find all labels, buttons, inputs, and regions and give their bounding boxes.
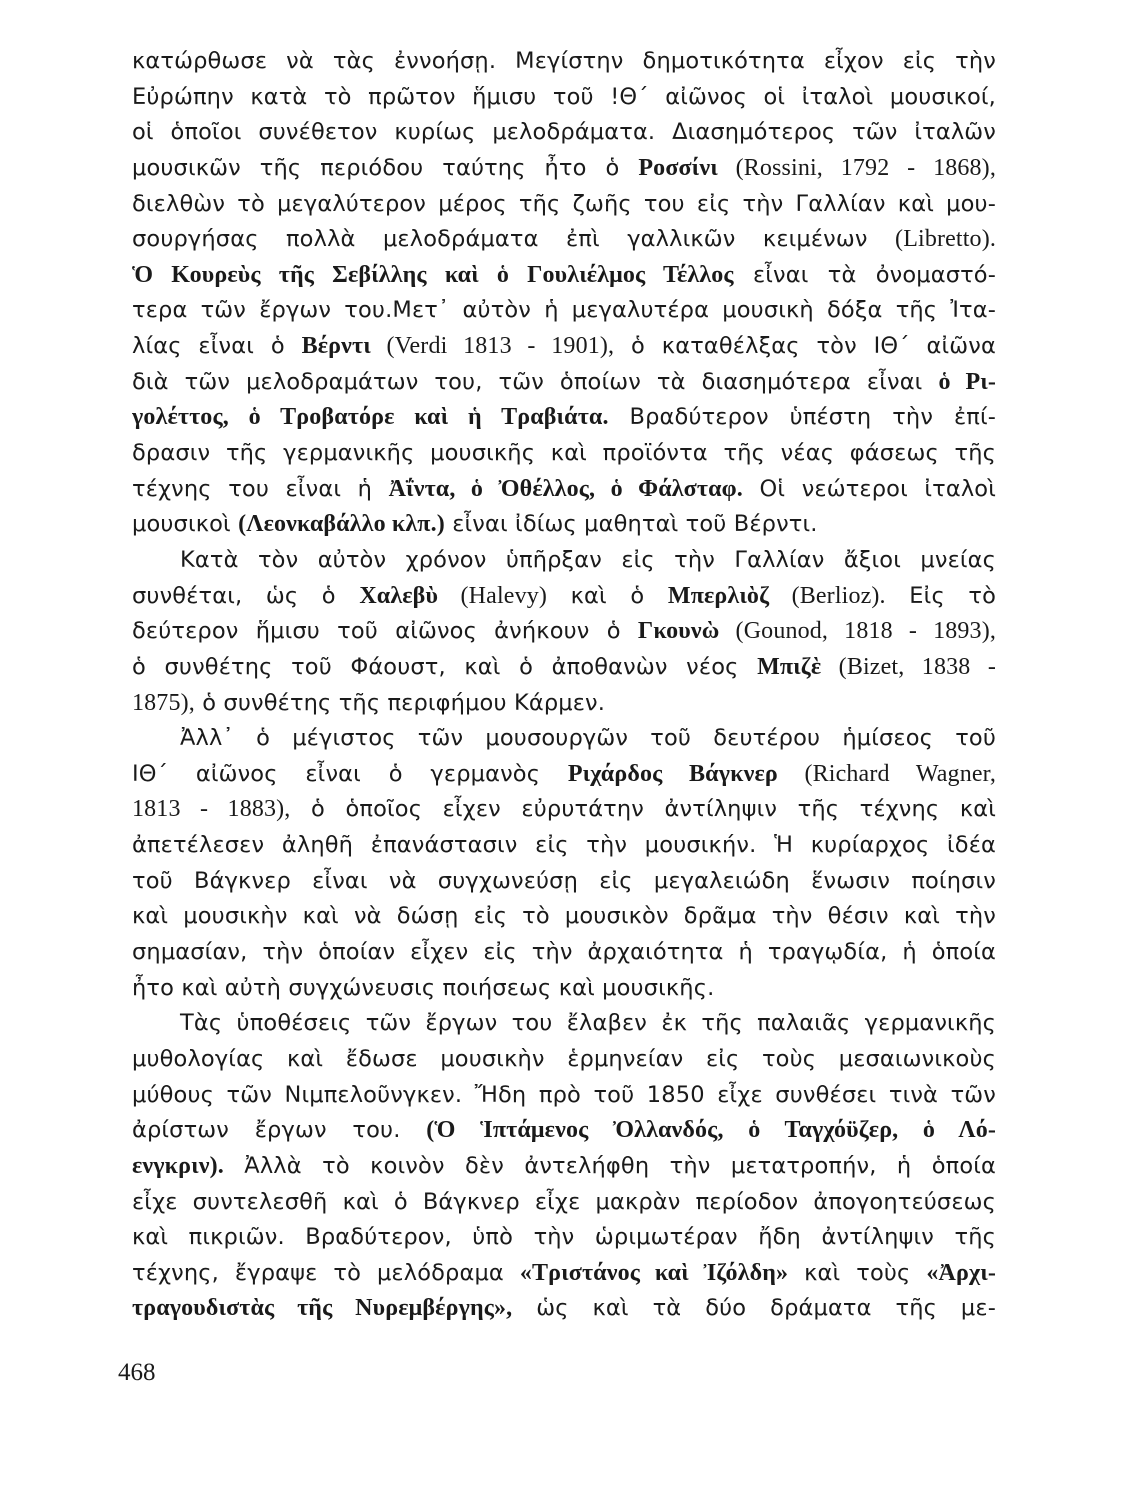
text-segment: Ἀλλὰ τὸ κοινὸν δὲν ἀντελήφθη τὴν μετατροπήν, ἡ ὁποία: [223, 1152, 996, 1179]
text-segment: Κατὰ τὸν αὐτὸν χρόνον ὑπῆρξαν εἰς τὴν Γαλλίαν ἄξιοι μνείας: [180, 546, 996, 573]
text-segment: κατώρθωσε νὰ τὰς ἐννοήσῃ. Μεγίστην δημοτικότητα εἶχον εἰς τὴν: [132, 48, 996, 74]
bold-text: τραγουδιστὰς τῆς Νυρεμβέργης»,: [132, 1295, 513, 1322]
text-segment: εἶχε συντελεσθῆ καὶ ὁ Βάγκνερ εἶχε μακρὰν περίοδον ἀπογοητεύσεως: [132, 1188, 996, 1215]
text-line: [132, 650, 996, 686]
text-segment: σουργήσας πολλὰ μελοδράματα ἐπὶ γαλλικῶν κειμένων: [132, 226, 896, 253]
text-segment: διὰ τῶν μελοδραμάτων του, τῶν ὁποίων τὰ διασημότερα εἶναι: [132, 368, 939, 395]
bold-text: Ὁ Κουρεὺς τῆς Σεβίλλης καὶ ὁ Γουλιέλμος Τέλλος: [132, 261, 734, 288]
text-line: [132, 757, 996, 793]
text-segment: εἶναι ἰδίως μαθηταὶ τοῦ Βέρντι.: [444, 511, 818, 538]
bold-text: (Ὁ Ἱπτάμενος Ὀλλανδός, ὁ Ταγχόϋζερ, ὁ Λό-: [426, 1117, 996, 1144]
text-segment: δρασιν τῆς γερμανικῆς μουσικῆς καὶ προϊόντα τῆς νέας φάσεως τῆς: [132, 440, 996, 467]
bold-text: Μπερλιὸζ: [667, 582, 770, 609]
text-line: [132, 828, 996, 864]
text-line: [132, 44, 996, 80]
text-segment: (Rossini, 1792 - 1868),: [717, 154, 996, 181]
text-segment: (Halevy): [438, 582, 548, 609]
text-line: [132, 1256, 996, 1292]
text-segment: μουσικοὶ: [132, 511, 239, 538]
text-line: [132, 400, 996, 436]
text-segment: καὶ μουσικὴν καὶ νὰ δώσῃ εἰς τὸ μουσικὸν δρᾶμα τὴν θέσιν καὶ τὴν: [132, 903, 996, 930]
text-segment: καὶ ὁ: [547, 582, 668, 609]
text-line: [132, 80, 996, 116]
text-line: [132, 614, 996, 650]
text-segment: (Bizet, 1838 -: [821, 653, 996, 680]
bold-text: Ροσσίνι: [638, 154, 718, 181]
text-segment: τοῦ Βάγκνερ εἶναι νὰ συγχωνεύσῃ εἰς μεγαλειώδη ἕνωσιν ποίησιν: [132, 867, 996, 894]
text-segment: ὡς καὶ τὰ δύο δράματα τῆς με-: [512, 1295, 996, 1322]
text-line: [132, 899, 996, 935]
text-segment: τέχνης, ἔγραψε τὸ μελόδραμα: [132, 1259, 520, 1286]
text-line: [132, 1220, 996, 1256]
text-segment: 1813 - 1883),: [132, 796, 291, 823]
bold-text: Γκουνὼ: [637, 618, 720, 645]
text-line: [132, 258, 996, 294]
text-segment: Εὐρώπην κατὰ τὸ πρῶτον ἥμισυ τοῦ !Θ΄ αἰῶνος οἱ ἰταλοὶ μουσικοί,: [132, 83, 996, 110]
text-line: [132, 579, 996, 615]
text-line: [132, 1113, 996, 1149]
text-line: [132, 686, 996, 722]
text-segment: Τὰς ὑποθέσεις τῶν ἔργων του ἔλαβεν ἐκ τῆς παλαιᾶς γερμανικῆς: [180, 1010, 996, 1037]
text-segment: σημασίαν, τὴν ὁποίαν εἶχεν εἰς τὴν ἀρχαιότητα ἡ τραγῳδία, ἡ ὁποία: [132, 939, 996, 966]
text-segment: λίας εἶναι ὁ: [132, 333, 302, 360]
text-segment: ὁ συνθέτης τῆς περιφήμου Κάρμεν.: [194, 689, 606, 716]
text-segment: τέχνης του εἶναι ἡ: [132, 475, 389, 502]
text-segment: συνθέται, ὡς ὁ: [132, 582, 360, 609]
text-segment: μουσικῶν τῆς περιόδου ταύτης ἦτο ὁ: [132, 154, 639, 181]
bold-text: Χαλεβὺ: [359, 582, 439, 609]
text-segment: Βραδύτερον ὑπέστη τὴν ἐπί-: [608, 404, 996, 431]
text-line: [132, 792, 996, 828]
text-line: [132, 971, 996, 1007]
text-line: [132, 436, 996, 472]
text-segment: εἶναι τὰ ὀνομαστό-: [733, 261, 996, 288]
text-segment: μυθολογίας καὶ ἔδωσε μουσικὴν ἑρμηνείαν εἰς τοὺς μεσαιωνικοὺς: [132, 1045, 996, 1072]
bold-text: Βέρντι: [301, 333, 371, 360]
text-segment: ΙΘ΄ αἰῶνος εἶναι ὁ γερμανὸς: [132, 760, 568, 787]
text-line: [132, 187, 996, 223]
bold-text: «Ἀρχι-: [926, 1259, 996, 1286]
text-line: [132, 1149, 996, 1185]
text-segment: καὶ τοὺς: [788, 1259, 927, 1286]
bold-text: γολέττος, ὁ Τροβατόρε καὶ ἡ Τραβιάτα.: [132, 404, 609, 431]
text-segment: διελθὼν τὸ μεγαλύτερον μέρος τῆς ζωῆς του εἰς τὴν Γαλλίαν καὶ μου-: [132, 190, 996, 217]
text-segment: ὁ καταθέλξας τὸν ΙΘ΄ αἰῶνα: [614, 333, 996, 360]
page-number: 468: [118, 1359, 156, 1386]
text-line: [132, 365, 996, 401]
text-segment: 1875),: [132, 689, 195, 716]
text-segment: ἀρίστων ἔργων του.: [132, 1117, 427, 1144]
text-line: [132, 329, 996, 365]
text-line: [132, 721, 996, 757]
text-line: [132, 864, 996, 900]
text-segment: Ἀλλ᾽ ὁ μέγιστος τῶν μουσουργῶν τοῦ δευτέρου ἡμίσεος τοῦ: [180, 725, 996, 752]
text-line: [132, 115, 996, 151]
text-segment: ὁ συνθέτης τοῦ Φάουστ, καὶ ὁ ἀποθανὼν νέος: [132, 653, 758, 680]
bold-text: ὁ Ρι-: [938, 368, 996, 395]
text-line: [132, 507, 996, 543]
text-segment: Εἰς τὸ: [885, 582, 996, 609]
text-segment: τερα τῶν ἔργων του.Μετ᾽ αὐτὸν ἡ μεγαλυτέρα μουσικὴ δόξα τῆς Ἰτα-: [132, 297, 996, 324]
bold-text: Ριχάρδος Βάγκνερ: [567, 760, 778, 787]
text-segment: καὶ πικριῶν. Βραδύτερον, ὑπὸ τὴν ὡριμωτέραν ἤδη ἀντίληψιν τῆς: [132, 1224, 996, 1251]
text-line: [132, 1291, 996, 1327]
text-segment: (Berlioz).: [769, 582, 886, 609]
text-line: [132, 293, 996, 329]
text-segment: (Gounod, 1818 - 1893),: [719, 618, 996, 645]
text-line: [132, 1185, 996, 1221]
text-line: [132, 1042, 996, 1078]
text-segment: ἦτο καὶ αὐτὴ συγχώνευσις ποιήσεως καὶ μουσικῆς.: [132, 974, 715, 1001]
text-segment: ὁ ὁποῖος εἶχεν εὐρυτάτην ἀντίληψιν τῆς τέχνης καὶ: [290, 796, 996, 823]
text-line: [132, 1078, 996, 1114]
text-segment: Οἱ νεώτεροι ἰταλοὶ: [742, 475, 996, 502]
text-segment: (Verdi 1813 - 1901),: [370, 333, 615, 360]
text-segment: μύθους τῶν Νιμπελοῦνγκεν. Ἤδη πρὸ τοῦ 1850 εἶχε συνθέσει τινὰ τῶν: [132, 1081, 996, 1108]
bold-text: ενγκριν).: [132, 1152, 224, 1179]
bold-text: «Τριστάνος καὶ Ἰζόλδη»: [519, 1259, 789, 1286]
bold-text: Ἀΐντα, ὁ Ὀθέλλος, ὁ Φάλσταφ.: [388, 475, 743, 502]
bold-text: Μπιζὲ: [757, 653, 822, 680]
text-line: [132, 935, 996, 971]
text-line: [132, 222, 996, 258]
bold-text: (Λεονκαβάλλο κλπ.): [238, 511, 445, 538]
text-segment: (Libretto).: [895, 226, 996, 253]
text-line: [132, 472, 996, 508]
text-segment: οἱ ὁποῖοι συνέθετον κυρίως μελοδράματα. Διασημότερος τῶν ἰταλῶν: [132, 119, 996, 146]
text-line: [132, 1006, 996, 1042]
text-line: [132, 543, 996, 579]
text-line: [132, 151, 996, 187]
text-segment: (Richard Wagner,: [777, 760, 996, 787]
text-segment: ἀπετέλεσεν ἀληθῆ ἐπανάστασιν εἰς τὴν μουσικήν. Ἡ κυρίαρχος ἰδέα: [132, 832, 996, 859]
body-text: [132, 44, 996, 1327]
text-segment: δεύτερον ἥμισυ τοῦ αἰῶνος ἀνήκουν ὁ: [132, 618, 638, 645]
